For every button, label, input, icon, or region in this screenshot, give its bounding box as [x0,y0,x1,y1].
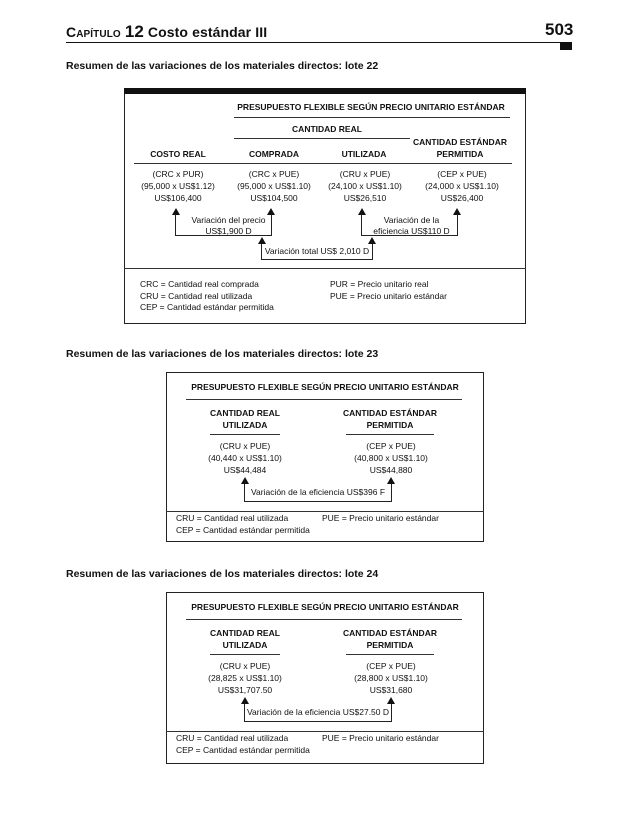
lot23-legend-cep: CEP = Cantidad estándar permitida [176,524,310,535]
page-number: 503 [545,20,574,39]
lot24-legend-cep: CEP = Cantidad estándar permitida [176,744,310,755]
lot23-col1-head2: UTILIZADA [222,420,268,430]
lot22-total-variance: Variación total US$ 2,010 D [261,244,373,260]
lot24-col1-total: US$31,707.50 [217,685,273,695]
lot24-col1-formula: (CRU x PUE) [219,661,271,671]
lot22-rule-2 [234,138,410,139]
lot22-rule-3 [134,163,512,164]
lot24-col2-values [336,660,446,696]
lot22-col2-formula: (CRC x PUE) [248,169,300,179]
lot22-budget-heading: PRESUPUESTO FLEXIBLE SEGÚN PRECIO UNITARIO ESTÁNDAR [237,102,505,112]
lot22-legend-pue: PUE = Precio unitario estándar [330,290,447,301]
lot24-legend-rule [166,731,484,732]
lot23-rule-col2 [346,434,434,435]
lot24-col1-head1: CANTIDAD REAL [210,628,280,638]
lot24-eff-arrow-right [387,697,395,704]
lot23-col2-head1: CANTIDAD ESTÁNDAR [343,408,437,418]
lot23-col2-formula: (CEP x PUE) [366,441,416,451]
lot22-cantidad-real: CANTIDAD REAL [292,124,362,134]
lot23-rule-col1 [210,434,280,435]
lot22-eff-variance-line2: eficiencia US$110 D [373,226,450,236]
lot22-col3-values [317,168,413,204]
lot24-col2-total: US$31,680 [369,685,413,695]
lot23-col1-values [190,440,300,476]
lot22-eff-variance [361,214,458,236]
lot24-legend-pue: PUE = Precio unitario estándar [322,733,439,743]
lot23-legend-left [176,513,310,536]
lot24-eff-variance: Variación de la eficiencia US$27.50 D [244,704,392,722]
lot22-legend-cru: CRU = Cantidad real utilizada [140,290,253,301]
lot22-legend-rule [124,268,526,269]
lot23-legend-rule [166,511,484,512]
lot22-col1-formula: (CRC x PUR) [152,169,204,179]
lot24-rule-col2 [346,654,434,655]
lot22-col4-head2: PERMITIDA [436,149,484,159]
lot24-col2-head2: PERMITIDA [366,640,414,650]
lot24-col1-head2: UTILIZADA [222,640,268,650]
lot22-topbar [124,88,526,94]
lot24-col2-formula: (CEP x PUE) [366,661,416,671]
lot23-eff-variance: Variación de la eficiencia US$396 F [244,484,392,502]
lot22-legend-pur: PUR = Precio unitario real [330,279,429,289]
chapter-header [66,22,267,42]
lot24-eff-arrow-left [241,697,249,704]
lot22-legend-crc: CRC = Cantidad real comprada [140,279,259,289]
chapter-word: Capítulo [66,24,121,40]
lot24-legend-right [322,733,439,745]
lot23-legend-cru: CRU = Cantidad real utilizada [176,513,289,523]
lot22-col3-calc: (24,100 x US$1.10) [328,181,402,191]
lot22-price-variance-line1: Variación del precio [191,215,266,225]
lot23-col1-head [190,407,300,431]
lot22-eff-variance-line1: Variación de la [383,215,440,225]
lot23-col2-head2: PERMITIDA [366,420,414,430]
lot22-total-arrow-right [368,237,376,244]
lot22-col2-head: COMPRADA [248,149,300,159]
lot24-col1-values [190,660,300,696]
lot22-legend-cep: CEP = Cantidad estándar permitida [140,302,274,312]
lot24-legend-left [176,733,310,756]
lot23-legend-pue: PUE = Precio unitario estándar [322,513,439,523]
lot22-col3-head: UTILIZADA [341,149,387,159]
lot23-col1-head1: CANTIDAD REAL [210,408,280,418]
lot22-col4-head1: CANTIDAD ESTÁNDAR [413,137,507,147]
lot22-col3-formula: (CRU x PUE) [339,169,391,179]
lot24-col2-head [330,627,450,651]
lot23-col1-total: US$44,484 [223,465,267,475]
lot23-title: Resumen de las variaciones de los materiales directos: lote 23 [66,348,379,360]
lot23-col2-total: US$44,880 [369,465,413,475]
lot22-col4-values [412,168,512,204]
lot22-col4-calc: (24,000 x US$1.10) [425,181,499,191]
lot24-budget-heading: PRESUPUESTO FLEXIBLE SEGÚN PRECIO UNITARIO ESTÁNDAR [191,602,459,612]
lot22-col4-total: US$26,400 [440,193,484,203]
lot23-budget-heading: PRESUPUESTO FLEXIBLE SEGÚN PRECIO UNITARIO ESTÁNDAR [191,382,459,392]
lot22-col4-formula: (CEP x PUE) [437,169,487,179]
lot24-rule-1 [186,619,462,620]
lot23-col2-head [330,407,450,431]
lot22-col2-calc: (95,000 x US$1.10) [237,181,311,191]
lot23-eff-arrow-right [387,477,395,484]
lot22-rule-1 [234,117,510,118]
lot22-price-variance-line2: US$1,900 D [205,226,252,236]
lot22-price-variance [175,214,272,236]
lot23-col2-values [336,440,446,476]
lot22-legend-left [140,279,274,314]
lot24-col2-calc: (28,800 x US$1.10) [354,673,428,683]
lot22-col2-values [226,168,322,204]
lot23-eff-arrow-left [241,477,249,484]
chapter-title: Costo estándar III [147,24,268,40]
lot24-title: Resumen de las variaciones de los materiales directos: lote 24 [66,568,379,580]
lot22-col2-total: US$104,500 [250,193,298,203]
lot22-col1-total: US$106,400 [154,193,202,203]
lot22-title: Resumen de las variaciones de los materiales directos: lote 22 [66,60,379,72]
lot24-col2-head1: CANTIDAD ESTÁNDAR [343,628,437,638]
lot23-col1-calc: (40,440 x US$1.10) [208,453,282,463]
lot22-col1-values [130,168,226,204]
lot24-col1-head [190,627,300,651]
header-tab-marker [560,42,572,50]
lot22-total-arrow-left [258,237,266,244]
lot23-legend-right [322,513,439,525]
lot23-col1-formula: (CRU x PUE) [219,441,271,451]
lot22-col3-total: US$26,510 [343,193,387,203]
lot22-legend-right [330,279,447,302]
lot22-col1-head: COSTO REAL [150,149,206,159]
lot24-legend-cru: CRU = Cantidad real utilizada [176,733,289,743]
lot22-col1-calc: (95,000 x US$1.12) [141,181,215,191]
chapter-number: 12 [124,22,144,41]
lot23-rule-1 [186,399,462,400]
lot24-col1-calc: (28,825 x US$1.10) [208,673,282,683]
header-rule [66,42,572,43]
lot23-col2-calc: (40,800 x US$1.10) [354,453,428,463]
lot24-rule-col1 [210,654,280,655]
